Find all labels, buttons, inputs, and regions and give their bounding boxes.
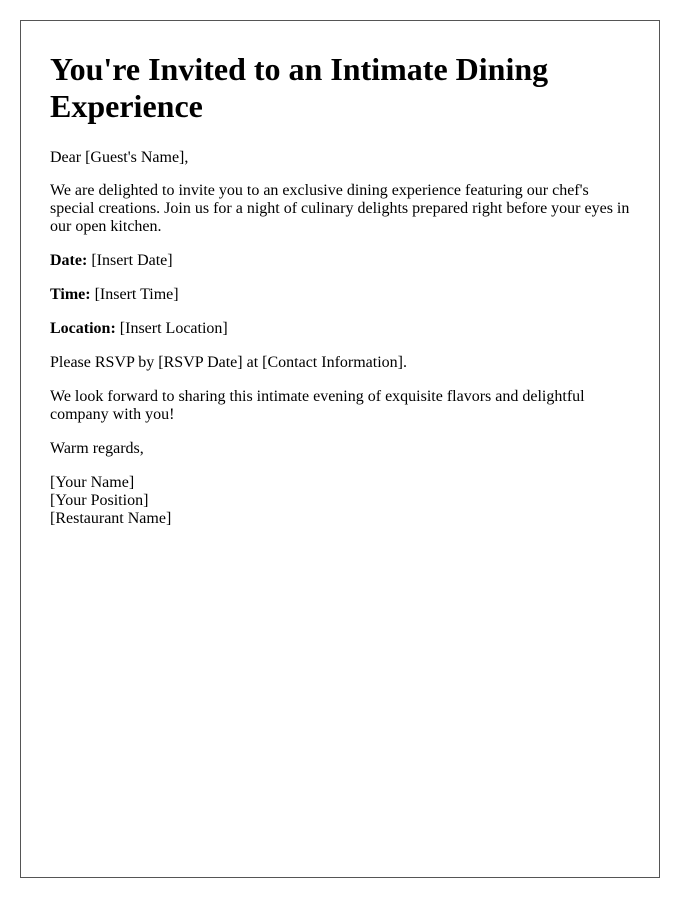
- signature-name: [Your Name]: [50, 474, 135, 491]
- rsvp-line: Please RSVP by [RSVP Date] at [Contact Information].: [50, 354, 407, 371]
- letter-frame: [20, 20, 660, 878]
- detail-time-label: Time:: [50, 286, 91, 303]
- detail-date: [50, 252, 635, 270]
- regards: Warm regards,: [50, 440, 144, 457]
- detail-date-value: [Insert Date]: [87, 252, 173, 269]
- detail-time-value: [Insert Time]: [90, 286, 179, 303]
- detail-location-label: Location:: [50, 320, 116, 337]
- detail-location: [50, 320, 635, 338]
- detail-date-label: Date:: [50, 252, 88, 269]
- detail-time: [50, 286, 635, 304]
- letter-content: [50, 51, 635, 528]
- closing-message: We look forward to sharing this intimate evening of exquisite flavors and delightful company with you!: [50, 388, 585, 423]
- signature-position: [Your Position]: [50, 492, 149, 509]
- intro-paragraph: We are delighted to invite you to an exclusive dining experience featuring our chef's special creations. Join us for a night of culinary delights prepared right before your eyes in our open kitchen.: [50, 182, 630, 235]
- greeting: Dear [Guest's Name],: [50, 149, 189, 166]
- signature-block: [50, 474, 635, 528]
- letter-title: You're Invited to an Intimate Dining Experience: [50, 51, 549, 124]
- signature-restaurant: [Restaurant Name]: [50, 510, 172, 527]
- detail-location-value: [Insert Location]: [115, 320, 228, 337]
